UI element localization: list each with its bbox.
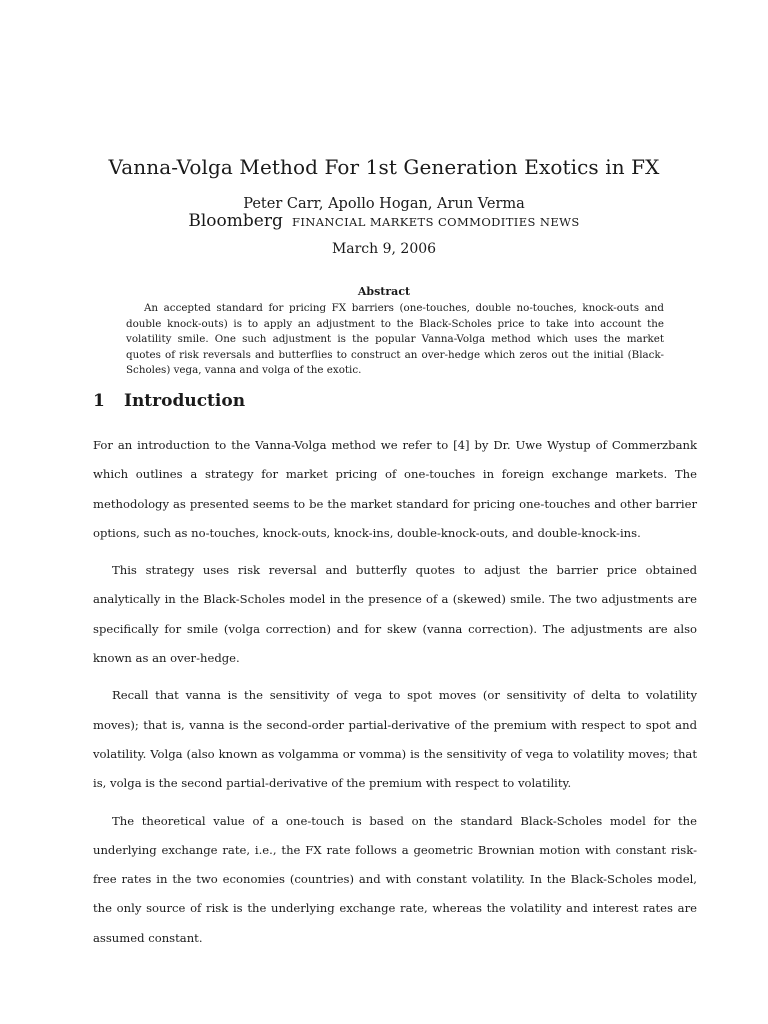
paper-authors: Peter Carr, Apollo Hogan, Arun Verma <box>243 196 525 212</box>
section-number: 1 <box>93 391 105 411</box>
paper-affiliation <box>0 210 768 233</box>
affiliation-org: Bloomberg <box>188 211 283 231</box>
abstract-text: An accepted standard for pricing FX barriers (one-touches, double no-touches, knock-outs and double knock-outs) is to apply an adjustment to the Black-Scholes price to take into account the volatility smile. One such adjustment is the popular Vanna-Volga method which uses the market quotes of risk reversals and butterflies to construct an over-hedge which zeros out the initial (Black-Scholes) vega, vanna and volga of the exotic. <box>126 302 664 377</box>
section-title: Introduction <box>124 391 246 411</box>
body-paragraph: The theoretical value of a one-touch is based on the standard Black-Scholes model for the underlying exchange rate, i.e., the FX rate follows a geometric Brownian motion with constant risk-free rates in the two economies (countries) and with constant volatility. In the Black-Scholes model, the only source of risk is the underlying exchange rate, whereas the volatility and interest rates are assumed constant. <box>93 813 697 945</box>
body-paragraph: This strategy uses risk reversal and butterfly quotes to adjust the barrier price obtained analytically in the Black-Scholes model in the presence of a (skewed) smile. The two adjustments are specifically for smile (volga correction) and for skew (vanna correction). The adjustments are also known as an over-hedge. <box>93 563 697 666</box>
abstract-heading: Abstract <box>357 285 411 298</box>
paper-title: Vanna-Volga Method For 1st Generation Exotics in FX <box>108 155 660 179</box>
body-paragraph: For an introduction to the Vanna-Volga method we refer to [4] by Dr. Uwe Wystup of Commerzbank which outlines a strategy for market pricing of one-touches in foreign exchange markets. The methodology as presented seems to be the market standard for pricing one-touches and other barrier options, such as no-touches, knock-outs, knock-ins, double-knock-outs, and double-knock-ins. <box>93 438 697 540</box>
paper-date: March 9, 2006 <box>331 241 437 257</box>
affiliation-tagline: FINANCIAL MARKETS COMMODITIES NEWS <box>291 215 580 229</box>
section-heading <box>93 389 693 413</box>
section-body <box>93 431 697 953</box>
body-paragraph: Recall that vanna is the sensitivity of vega to spot moves (or sensitivity of delta to volatility moves); that is, vanna is the second-order partial-derivative of the premium with respect to spot and volatility. Volga (also known as volgamma or vomma) is the sensitivity of vega to volatility moves; that is, volga is the second partial-derivative of the premium with respect to volatility. <box>93 688 697 791</box>
